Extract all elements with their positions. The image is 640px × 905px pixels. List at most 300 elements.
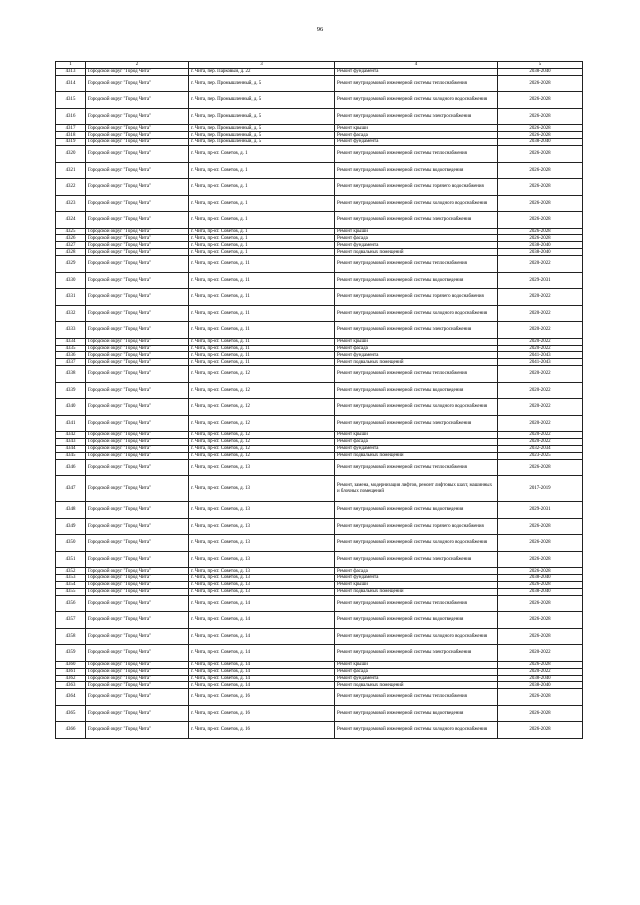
municipality-cell: Городской округ "Город Чита" — [86, 146, 189, 163]
address-cell: г. Чита, пр-кт. Советов, д. 14 — [189, 612, 335, 629]
work-type-cell: Ремонт внутридомовой инженерной системы электроснабжения — [335, 645, 498, 662]
table-row — [56, 289, 583, 306]
municipality-cell: Городской округ "Город Чита" — [86, 535, 189, 552]
row-number-cell: 4350 — [56, 535, 86, 552]
row-number-cell: 4327 — [56, 242, 86, 249]
address-cell: г. Чита, пр-кт. Советов, д. 1 — [189, 242, 335, 249]
address-cell: г. Чита, пер. Промышленный, д. 5 — [189, 108, 335, 125]
municipality-cell: Городской округ "Город Чита" — [86, 212, 189, 229]
table-row — [56, 359, 583, 366]
row-number-cell: 4358 — [56, 628, 86, 645]
table-row — [56, 382, 583, 399]
address-cell: г. Чита, пр-кт. Советов, д. 1 — [189, 179, 335, 196]
row-number-cell: 4356 — [56, 595, 86, 612]
work-type-cell: Ремонт внутридомовой инженерной системы электроснабжения — [335, 322, 498, 339]
address-cell: г. Чита, пр-кт. Советов, д. 14 — [189, 668, 335, 675]
row-number-cell: 4322 — [56, 179, 86, 196]
period-cell: 2038-2040 — [498, 682, 583, 689]
work-type-cell: Ремонт внутридомовой инженерной системы холодного водоснабжения — [335, 722, 498, 739]
table-row — [56, 69, 583, 76]
work-type-cell: Ремонт крыши — [335, 228, 498, 235]
municipality-cell: Городской округ "Город Чита" — [86, 179, 189, 196]
municipality-cell: Городской округ "Город Чита" — [86, 162, 189, 179]
work-type-cell: Ремонт, замена, модернизация лифтов, ремонт лифтовых шахт, машинных и блочных помещений — [335, 476, 498, 502]
header-cell: 5 — [498, 62, 583, 69]
work-type-cell: Ремонт внутридомовой инженерной системы холодного водоснабжения — [335, 535, 498, 552]
municipality-cell: Городской округ "Город Чита" — [86, 235, 189, 242]
address-cell: г. Чита, пр-кт. Советов, д. 13 — [189, 582, 335, 589]
address-cell: г. Чита, пр-кт. Советов, д. 1 — [189, 212, 335, 229]
municipality-cell: Городской округ "Город Чита" — [86, 352, 189, 359]
municipality-cell: Городской округ "Город Чита" — [86, 256, 189, 273]
period-cell: 2020-2022 — [498, 432, 583, 439]
address-cell: г. Чита, пр-кт. Советов, д. 11 — [189, 305, 335, 322]
address-cell: г. Чита, пер. Промышленный, д. 5 — [189, 139, 335, 146]
address-cell: г. Чита, пр-кт. Советов, д. 13 — [189, 588, 335, 595]
table-row — [56, 179, 583, 196]
period-cell: 2038-2040 — [498, 242, 583, 249]
period-cell: 2020-2022 — [498, 345, 583, 352]
table-row — [56, 439, 583, 446]
header-cell: 2 — [86, 62, 189, 69]
row-number-cell: 4352 — [56, 568, 86, 575]
table-row — [56, 272, 583, 289]
work-type-cell: Ремонт фундамента — [335, 69, 498, 76]
municipality-cell: Городской округ "Город Чита" — [86, 249, 189, 256]
table-row — [56, 249, 583, 256]
address-cell: г. Чита, пр-кт. Советов, д. 13 — [189, 535, 335, 552]
municipality-cell: Городской округ "Город Чита" — [86, 445, 189, 452]
table-row — [56, 345, 583, 352]
municipality-cell: Городской округ "Город Чита" — [86, 132, 189, 139]
work-type-cell: Ремонт подвальных помещений — [335, 588, 498, 595]
address-cell: г. Чита, пр-кт. Советов, д. 11 — [189, 322, 335, 339]
row-number-cell: 4362 — [56, 675, 86, 682]
municipality-cell: Городской округ "Город Чита" — [86, 228, 189, 235]
period-cell: 2026-2028 — [498, 705, 583, 722]
table-row — [56, 661, 583, 668]
period-cell: 2026-2028 — [498, 125, 583, 132]
table-row — [56, 235, 583, 242]
table-row — [56, 108, 583, 125]
table-row — [56, 722, 583, 739]
address-cell: г. Чита, пр-кт. Советов, д. 1 — [189, 249, 335, 256]
work-type-cell: Ремонт внутридомовой инженерной системы теплоснабжения — [335, 75, 498, 92]
period-cell: 2026-2028 — [498, 108, 583, 125]
municipality-cell: Городской округ "Город Чита" — [86, 75, 189, 92]
work-type-cell: Ремонт внутридомовой инженерной системы холодного водоснабжения — [335, 92, 498, 109]
work-type-cell: Ремонт внутридомовой инженерной системы горячего водоснабжения — [335, 518, 498, 535]
row-number-cell: 4332 — [56, 305, 86, 322]
work-type-cell: Ремонт фундамента — [335, 139, 498, 146]
row-number-cell: 4346 — [56, 459, 86, 476]
row-number-cell: 4333 — [56, 322, 86, 339]
table-row — [56, 305, 583, 322]
period-cell: 2026-2028 — [498, 228, 583, 235]
work-type-cell: Ремонт крыши — [335, 582, 498, 589]
address-cell: г. Чита, пр-кт. Советов, д. 12 — [189, 366, 335, 383]
work-type-cell: Ремонт фундамента — [335, 675, 498, 682]
row-number-cell: 4331 — [56, 289, 86, 306]
table-row — [56, 415, 583, 432]
address-cell: г. Чита, пр-кт. Советов, д. 16 — [189, 722, 335, 739]
work-type-cell: Ремонт внутридомовой инженерной системы теплоснабжения — [335, 366, 498, 383]
work-type-cell: Ремонт крыши — [335, 432, 498, 439]
address-cell: г. Чита, пр-кт. Советов, д. 12 — [189, 415, 335, 432]
table-header-row — [56, 62, 583, 69]
address-cell: г. Чита, пер. Промышленный, д. 5 — [189, 75, 335, 92]
row-number-cell: 4359 — [56, 645, 86, 662]
municipality-cell: Городской округ "Город Чита" — [86, 366, 189, 383]
period-cell: 2038-2040 — [498, 69, 583, 76]
period-cell: 2038-2040 — [498, 675, 583, 682]
period-cell: 2026-2028 — [498, 722, 583, 739]
table-row — [56, 132, 583, 139]
work-type-cell: Ремонт внутридомовой инженерной системы водоотведения — [335, 705, 498, 722]
period-cell: 2026-2028 — [498, 132, 583, 139]
row-number-cell: 4326 — [56, 235, 86, 242]
municipality-cell: Городской округ "Город Чита" — [86, 92, 189, 109]
address-cell: г. Чита, пр-кт. Советов, д. 13 — [189, 459, 335, 476]
address-cell: г. Чита, пр-кт. Советов, д. 13 — [189, 575, 335, 582]
period-cell: 2026-2028 — [498, 689, 583, 706]
table-row — [56, 75, 583, 92]
period-cell: 2026-2028 — [498, 212, 583, 229]
row-number-cell: 4351 — [56, 551, 86, 568]
address-cell: г. Чита, пр-кт. Советов, д. 13 — [189, 476, 335, 502]
address-cell: г. Чита, пр-кт. Советов, д. 14 — [189, 645, 335, 662]
period-cell: 2020-2022 — [498, 439, 583, 446]
municipality-cell: Городской округ "Город Чита" — [86, 289, 189, 306]
work-type-cell: Ремонт внутридомовой инженерной системы теплоснабжения — [335, 459, 498, 476]
address-cell: г. Чита, пр-кт. Советов, д. 12 — [189, 445, 335, 452]
municipality-cell: Городской округ "Город Чита" — [86, 588, 189, 595]
period-cell: 2026-2028 — [498, 568, 583, 575]
address-cell: г. Чита, пр-кт. Советов, д. 13 — [189, 551, 335, 568]
period-cell: 2023-2025 — [498, 452, 583, 459]
table-row — [56, 92, 583, 109]
municipality-cell: Городской округ "Город Чита" — [86, 345, 189, 352]
address-cell: г. Чита, пр-кт. Советов, д. 11 — [189, 256, 335, 273]
work-type-cell: Ремонт внутридомовой инженерной системы водоотведения — [335, 502, 498, 519]
row-number-cell: 4317 — [56, 125, 86, 132]
header-cell: 1 — [56, 62, 86, 69]
municipality-cell: Городской округ "Город Чита" — [86, 682, 189, 689]
period-cell: 2026-2028 — [498, 595, 583, 612]
period-cell: 2020-2022 — [498, 366, 583, 383]
municipality-cell: Городской округ "Город Чита" — [86, 476, 189, 502]
table-row — [56, 502, 583, 519]
municipality-cell: Городской округ "Город Чита" — [86, 705, 189, 722]
municipality-cell: Городской округ "Город Чита" — [86, 689, 189, 706]
table-row — [56, 689, 583, 706]
municipality-cell: Городской округ "Город Чита" — [86, 612, 189, 629]
table-row — [56, 195, 583, 212]
table-row — [56, 146, 583, 163]
period-cell: 2020-2022 — [498, 338, 583, 345]
municipality-cell: Городской округ "Город Чита" — [86, 195, 189, 212]
municipality-cell: Городской округ "Город Чита" — [86, 459, 189, 476]
period-cell: 2038-2040 — [498, 139, 583, 146]
work-type-cell: Ремонт подвальных помещений — [335, 452, 498, 459]
table-row — [56, 705, 583, 722]
municipality-cell: Городской округ "Город Чита" — [86, 125, 189, 132]
row-number-cell: 4345 — [56, 452, 86, 459]
address-cell: г. Чита, пр-кт. Советов, д. 13 — [189, 518, 335, 535]
municipality-cell: Городской округ "Город Чита" — [86, 338, 189, 345]
period-cell: 2026-2028 — [498, 459, 583, 476]
row-number-cell: 4360 — [56, 661, 86, 668]
table-row — [56, 322, 583, 339]
table-row — [56, 366, 583, 383]
period-cell: 2020-2022 — [498, 382, 583, 399]
table-row — [56, 595, 583, 612]
row-number-cell: 4314 — [56, 75, 86, 92]
table-row — [56, 582, 583, 589]
address-cell: г. Чита, пр-кт. Советов, д. 1 — [189, 146, 335, 163]
table-row — [56, 682, 583, 689]
period-cell: 2026-2028 — [498, 179, 583, 196]
table-row — [56, 535, 583, 552]
row-number-cell: 4318 — [56, 132, 86, 139]
work-type-cell: Ремонт подвальных помещений — [335, 682, 498, 689]
table-row — [56, 588, 583, 595]
municipality-cell: Городской округ "Город Чита" — [86, 139, 189, 146]
table-row — [56, 212, 583, 229]
row-number-cell: 4329 — [56, 256, 86, 273]
period-cell: 2020-2022 — [498, 415, 583, 432]
row-number-cell: 4321 — [56, 162, 86, 179]
period-cell: 2026-2028 — [498, 162, 583, 179]
row-number-cell: 4354 — [56, 582, 86, 589]
address-cell: г. Чита, пр-кт. Советов, д. 16 — [189, 689, 335, 706]
work-type-cell: Ремонт внутридомовой инженерной системы холодного водоснабжения — [335, 195, 498, 212]
header-cell: 4 — [335, 62, 498, 69]
municipality-cell: Городской округ "Город Чита" — [86, 69, 189, 76]
row-number-cell: 4342 — [56, 432, 86, 439]
address-cell: г. Чита, пр-кт. Советов, д. 13 — [189, 502, 335, 519]
table-row — [56, 668, 583, 675]
address-cell: г. Чита, пр-кт. Советов, д. 11 — [189, 289, 335, 306]
table-row — [56, 352, 583, 359]
row-number-cell: 4323 — [56, 195, 86, 212]
municipality-cell: Городской округ "Город Чита" — [86, 415, 189, 432]
table-row — [56, 399, 583, 416]
period-cell: 2041-2043 — [498, 352, 583, 359]
work-type-cell: Ремонт фасада — [335, 132, 498, 139]
row-number-cell: 4347 — [56, 476, 86, 502]
municipality-cell: Городской округ "Город Чита" — [86, 551, 189, 568]
address-cell: г. Чита, пер. Промышленный, д. 5 — [189, 125, 335, 132]
table-row — [56, 242, 583, 249]
address-cell: г. Чита, пер. Промышленный, д. 5 — [189, 132, 335, 139]
table-row — [56, 256, 583, 273]
municipality-cell: Городской округ "Город Чита" — [86, 645, 189, 662]
work-type-cell: Ремонт фундамента — [335, 575, 498, 582]
work-type-cell: Ремонт внутридомовой инженерной системы теплоснабжения — [335, 595, 498, 612]
work-type-cell: Ремонт внутридомовой инженерной системы теплоснабжения — [335, 146, 498, 163]
period-cell: 2029-2031 — [498, 502, 583, 519]
address-cell: г. Чита, пр-кт. Советов, д. 1 — [189, 235, 335, 242]
row-number-cell: 4316 — [56, 108, 86, 125]
work-type-cell: Ремонт крыши — [335, 125, 498, 132]
municipality-cell: Городской округ "Город Чита" — [86, 452, 189, 459]
row-number-cell: 4336 — [56, 352, 86, 359]
row-number-cell: 4353 — [56, 575, 86, 582]
period-cell: 2020-2022 — [498, 322, 583, 339]
row-number-cell: 4357 — [56, 612, 86, 629]
address-cell: г. Чита, пр-кт. Советов, д. 11 — [189, 345, 335, 352]
address-cell: г. Чита, пер. Промышленный, д. 5 — [189, 92, 335, 109]
row-number-cell: 4339 — [56, 382, 86, 399]
period-cell: 2020-2022 — [498, 668, 583, 675]
table-row — [56, 432, 583, 439]
work-type-cell: Ремонт фасада — [335, 668, 498, 675]
table-row — [56, 338, 583, 345]
row-number-cell: 4330 — [56, 272, 86, 289]
municipality-cell: Городской округ "Город Чита" — [86, 272, 189, 289]
table-row — [56, 445, 583, 452]
period-cell: 2020-2022 — [498, 305, 583, 322]
municipality-cell: Городской округ "Город Чита" — [86, 242, 189, 249]
table-row — [56, 162, 583, 179]
municipality-cell: Городской округ "Город Чита" — [86, 568, 189, 575]
table-row — [56, 452, 583, 459]
work-type-cell: Ремонт крыши — [335, 661, 498, 668]
work-type-cell: Ремонт фундамента — [335, 445, 498, 452]
work-type-cell: Ремонт фасада — [335, 345, 498, 352]
work-type-cell: Ремонт внутридомовой инженерной системы холодного водоснабжения — [335, 628, 498, 645]
period-cell: 2038-2040 — [498, 588, 583, 595]
row-number-cell: 4364 — [56, 689, 86, 706]
municipality-cell: Городской округ "Город Чита" — [86, 359, 189, 366]
period-cell: 2020-2022 — [498, 645, 583, 662]
row-number-cell: 4361 — [56, 668, 86, 675]
row-number-cell: 4349 — [56, 518, 86, 535]
address-cell: г. Чита, пр-кт. Советов, д. 11 — [189, 272, 335, 289]
work-type-cell: Ремонт внутридомовой инженерной системы теплоснабжения — [335, 256, 498, 273]
work-type-cell: Ремонт фасада — [335, 568, 498, 575]
work-type-cell: Ремонт внутридомовой инженерной системы холодного водоснабжения — [335, 399, 498, 416]
municipality-cell: Городской округ "Город Чита" — [86, 502, 189, 519]
period-cell: 2026-2028 — [498, 535, 583, 552]
row-number-cell: 4348 — [56, 502, 86, 519]
address-cell: г. Чита, пр-кт. Советов, д. 12 — [189, 439, 335, 446]
row-number-cell: 4328 — [56, 249, 86, 256]
table-row — [56, 628, 583, 645]
period-cell: 2026-2028 — [498, 518, 583, 535]
row-number-cell: 4366 — [56, 722, 86, 739]
row-number-cell: 4337 — [56, 359, 86, 366]
table-row — [56, 675, 583, 682]
work-type-cell: Ремонт фасада — [335, 439, 498, 446]
work-type-cell: Ремонт внутридомовой инженерной системы водоотведения — [335, 162, 498, 179]
work-type-cell: Ремонт внутридомовой инженерной системы горячего водоснабжения — [335, 179, 498, 196]
work-type-cell: Ремонт внутридомовой инженерной системы электроснабжения — [335, 108, 498, 125]
work-type-cell: Ремонт подвальных помещений — [335, 359, 498, 366]
municipality-cell: Городской округ "Город Чита" — [86, 305, 189, 322]
row-number-cell: 4365 — [56, 705, 86, 722]
address-cell: г. Чита, пр-кт. Советов, д. 11 — [189, 338, 335, 345]
row-number-cell: 4344 — [56, 445, 86, 452]
address-cell: г. Чита, пр-кт. Советов, д. 12 — [189, 399, 335, 416]
period-cell: 2026-2028 — [498, 582, 583, 589]
work-type-cell: Ремонт крыши — [335, 338, 498, 345]
municipality-cell: Городской округ "Город Чита" — [86, 595, 189, 612]
municipality-cell: Городской округ "Город Чита" — [86, 439, 189, 446]
period-cell: 2020-2022 — [498, 399, 583, 416]
header-cell: 3 — [189, 62, 335, 69]
work-type-cell: Ремонт внутридомовой инженерной системы холодного водоснабжения — [335, 305, 498, 322]
work-type-cell: Ремонт внутридомовой инженерной системы водоотведения — [335, 612, 498, 629]
table-row — [56, 551, 583, 568]
row-number-cell: 4319 — [56, 139, 86, 146]
work-type-cell: Ремонт фундамента — [335, 352, 498, 359]
address-cell: г. Чита, пр-кт. Советов, д. 14 — [189, 675, 335, 682]
page-number: 96 — [316, 26, 324, 33]
period-cell: 2041-2043 — [498, 359, 583, 366]
address-cell: г. Чита, пр-кт. Советов, д. 1 — [189, 195, 335, 212]
period-cell: 2026-2028 — [498, 75, 583, 92]
address-cell: г. Чита, пр-кт. Советов, д. 1 — [189, 228, 335, 235]
period-cell: 2026-2028 — [498, 628, 583, 645]
work-type-cell: Ремонт внутридомовой инженерной системы электроснабжения — [335, 212, 498, 229]
work-type-cell: Ремонт внутридомовой инженерной системы горячего водоснабжения — [335, 289, 498, 306]
municipality-cell: Городской округ "Город Чита" — [86, 582, 189, 589]
row-number-cell: 4338 — [56, 366, 86, 383]
municipality-cell: Городской округ "Город Чита" — [86, 399, 189, 416]
period-cell: 2026-2028 — [498, 551, 583, 568]
period-cell: 2026-2028 — [498, 195, 583, 212]
work-type-cell: Ремонт внутридомовой инженерной системы электроснабжения — [335, 415, 498, 432]
municipality-cell: Городской округ "Город Чита" — [86, 518, 189, 535]
municipality-cell: Городской округ "Город Чита" — [86, 432, 189, 439]
municipality-cell: Городской округ "Город Чита" — [86, 382, 189, 399]
row-number-cell: 4325 — [56, 228, 86, 235]
row-number-cell: 4341 — [56, 415, 86, 432]
period-cell: 2026-2028 — [498, 146, 583, 163]
work-type-cell: Ремонт внутридомовой инженерной системы электроснабжения — [335, 551, 498, 568]
work-type-cell: Ремонт подвальных помещений — [335, 249, 498, 256]
period-cell: 2038-2040 — [498, 249, 583, 256]
address-cell: г. Чита, пр-кт. Советов, д. 12 — [189, 432, 335, 439]
row-number-cell: 4335 — [56, 345, 86, 352]
address-cell: г. Чита, пр-кт. Советов, д. 13 — [189, 568, 335, 575]
table-row — [56, 228, 583, 235]
address-cell: г. Чита, пр-кт. Советов, д. 16 — [189, 705, 335, 722]
table-row — [56, 575, 583, 582]
municipality-cell: Городской округ "Город Чита" — [86, 722, 189, 739]
table-row — [56, 125, 583, 132]
work-type-cell: Ремонт внутридомовой инженерной системы теплоснабжения — [335, 689, 498, 706]
row-number-cell: 4343 — [56, 439, 86, 446]
address-cell: г. Чита, пр-кт. Советов, д. 14 — [189, 682, 335, 689]
period-cell: 2026-2028 — [498, 92, 583, 109]
address-cell: г. Чита, пр-кт. Советов, д. 12 — [189, 452, 335, 459]
period-cell: 2017-2019 — [498, 476, 583, 502]
row-number-cell: 4313 — [56, 69, 86, 76]
row-number-cell: 4334 — [56, 338, 86, 345]
period-cell: 2038-2040 — [498, 575, 583, 582]
address-cell: г. Чита, пр-кт. Советов, д. 1 — [189, 162, 335, 179]
period-cell: 2020-2022 — [498, 256, 583, 273]
table-row — [56, 645, 583, 662]
row-number-cell: 4320 — [56, 146, 86, 163]
period-cell: 2020-2022 — [498, 289, 583, 306]
address-cell: г. Чита, пр-кт. Советов, д. 12 — [189, 382, 335, 399]
period-cell: 2026-2028 — [498, 612, 583, 629]
address-cell: г. Чита, пр-кт. Советов, д. 14 — [189, 595, 335, 612]
